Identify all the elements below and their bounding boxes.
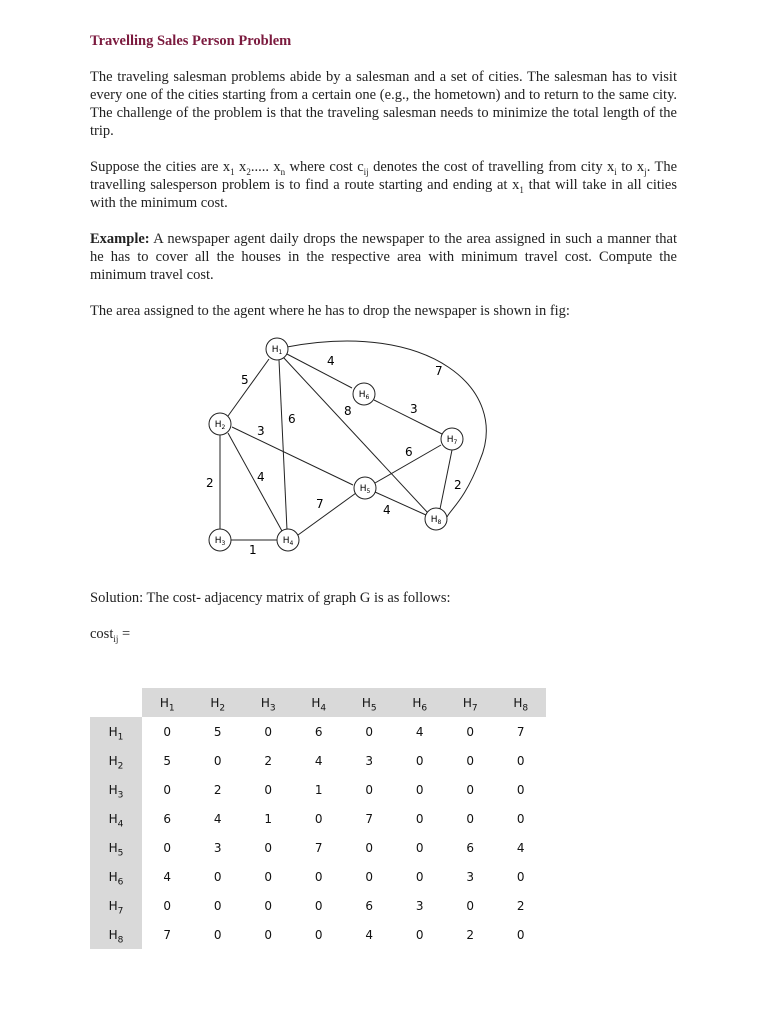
edge-h2-h4 — [228, 433, 282, 531]
matrix-cell: 0 — [466, 753, 475, 768]
matrix-cell: 0 — [466, 898, 475, 913]
matrix-cell: 0 — [415, 782, 424, 797]
matrix-cell: 0 — [516, 927, 525, 942]
intro-paragraph: The traveling salesman problems abide by a salesman and a set of cities. The salesman has to visit every one of the cities starting from a certain one (e.g., the hometown) and to return to the same city. The challenge of the problem is that the traveling salesman needs to minimize the total length of the trip. — [90, 69, 677, 139]
matrix-cell: 3 — [466, 869, 475, 884]
example-label: Example: — [90, 231, 150, 247]
col-header-h6: $H_6$ — [395, 688, 446, 717]
edge-h1-h4 — [279, 360, 287, 530]
matrix-cell: 4 — [163, 869, 172, 884]
matrix-cell: 4 — [314, 753, 323, 768]
matrix-cell: 6 — [163, 811, 172, 826]
node-h8 — [425, 508, 447, 530]
matrix-cell: 4 — [213, 811, 222, 826]
node-h5 — [354, 477, 376, 499]
table-row — [90, 920, 546, 949]
matrix-cell: 0 — [415, 927, 424, 942]
matrix-cell: 5 — [213, 724, 222, 739]
matrix-cell: 0 — [314, 898, 323, 913]
matrix-cell: 0 — [264, 782, 273, 797]
matrix-corner — [90, 688, 142, 717]
edge-label-h3-h4: 1 — [249, 543, 257, 557]
row-header-h5: $H_5$ — [90, 833, 142, 862]
area-graph-figure — [190, 330, 500, 565]
matrix-cell: 0 — [365, 782, 374, 797]
svg-text:H3: $H_3$ — [214, 536, 226, 547]
matrix-cell: 0 — [213, 753, 222, 768]
matrix-cell: 0 — [365, 724, 374, 739]
matrix-cell: 0 — [516, 869, 525, 884]
matrix-cell: 0 — [264, 898, 273, 913]
matrix-cell: 3 — [365, 753, 374, 768]
edge-label-h2-h4: 4 — [257, 470, 265, 484]
matrix-cell: 0 — [466, 724, 475, 739]
cost-label: cost$_{ij}$ = — [90, 626, 131, 644]
edge-label-h5-h7: 6 — [405, 445, 413, 459]
row-header-h6: $H_6$ — [90, 862, 142, 891]
matrix-cell: 0 — [365, 869, 374, 884]
col-header-h7: $H_7$ — [445, 688, 496, 717]
matrix-cell: 0 — [213, 898, 222, 913]
matrix-cell: 1 — [264, 811, 273, 826]
node-h6 — [353, 383, 375, 405]
node-h7 — [441, 428, 463, 450]
matrix-cell: 0 — [415, 840, 424, 855]
edge-h1-h2 — [228, 359, 269, 416]
node-h1 — [266, 338, 288, 360]
matrix-cell: 2 — [264, 753, 273, 768]
svg-text:H2: $H_2$ — [214, 420, 226, 431]
matrix-cell: 6 — [466, 840, 475, 855]
svg-text:H4: $H_4$ — [282, 536, 294, 547]
matrix-cell: 7 — [163, 927, 172, 942]
matrix-cell: 4 — [365, 927, 374, 942]
page-title: Travelling Sales Person Problem — [90, 33, 292, 49]
table-row — [90, 804, 546, 833]
matrix-cell: 7 — [516, 724, 525, 739]
svg-text:H8: $H_8$ — [430, 515, 442, 526]
matrix-cell: 1 — [314, 782, 323, 797]
matrix-cell: 0 — [163, 898, 172, 913]
edge-label-h1-h8: 8 — [344, 404, 352, 418]
edge-label-h1-h8-curve: 7 — [435, 364, 443, 378]
matrix-cell: 0 — [213, 927, 222, 942]
edge-label-h7-h8: 2 — [454, 478, 462, 492]
matrix-cell: 0 — [213, 869, 222, 884]
matrix-cell: 0 — [516, 782, 525, 797]
matrix-cell: 0 — [163, 724, 172, 739]
matrix-cell: 6 — [365, 898, 374, 913]
svg-text:H1: $H_1$ — [271, 345, 283, 356]
edge-label-h2-h3: 2 — [206, 476, 214, 490]
matrix-cell: 3 — [213, 840, 222, 855]
matrix-cell: 0 — [516, 811, 525, 826]
figure-intro-paragraph: The area assigned to the agent where he has to drop the newspaper is shown in fig: — [90, 303, 570, 319]
matrix-cell: 0 — [466, 782, 475, 797]
node-h3 — [209, 529, 231, 551]
table-row — [90, 717, 546, 746]
matrix-cell: 0 — [415, 869, 424, 884]
edge-h6-h7 — [374, 400, 442, 434]
node-h2 — [209, 413, 231, 435]
edge-label-h1-h2: 5 — [241, 373, 249, 387]
row-header-h4: $H_4$ — [90, 804, 142, 833]
col-header-h5: $H_5$ — [344, 688, 395, 717]
matrix-cell: 0 — [314, 869, 323, 884]
matrix-cell: 0 — [415, 753, 424, 768]
edge-h7-h8 — [440, 450, 452, 509]
cost-adjacency-matrix — [90, 688, 546, 949]
matrix-cell: 0 — [415, 811, 424, 826]
col-header-h3: $H_3$ — [243, 688, 294, 717]
table-row — [90, 862, 546, 891]
edge-label-h1-h4: 6 — [288, 412, 296, 426]
matrix-cell: 0 — [516, 753, 525, 768]
definition-paragraph: Suppose the cities are $x_1$ $x_2$..... $x_n$ where cost $c_{ij}$ denotes the cost of travelling from city $x_i$ to $x_j$. The travelling salesperson problem is to find a route starting and ending at $x_1$ that will take in all cities with the minimum cost. — [90, 159, 678, 211]
row-header-h2: $H_2$ — [90, 746, 142, 775]
matrix-cell: 0 — [163, 840, 172, 855]
row-header-h7: $H_7$ — [90, 891, 142, 920]
example-paragraph: Example: A newspaper agent daily drops the newspaper to the area assigned in such a manner that he has to cover all the houses in the respective area with minimum travel cost. Compute the minimum travel cost. — [90, 231, 677, 283]
matrix-header-row — [90, 688, 546, 717]
row-header-h1: $H_1$ — [90, 717, 142, 746]
matrix-cell: 0 — [264, 724, 273, 739]
node-h4 — [277, 529, 299, 551]
edge-label-h2-h5: 3 — [257, 424, 265, 438]
col-header-h2: $H_2$ — [193, 688, 244, 717]
svg-text:H7: $H_7$ — [446, 435, 458, 446]
table-row — [90, 775, 546, 804]
matrix-cell: 2 — [466, 927, 475, 942]
matrix-cell: 0 — [314, 927, 323, 942]
edge-h4-h5 — [298, 493, 356, 535]
matrix-cell: 2 — [213, 782, 222, 797]
solution-paragraph: Solution: The cost- adjacency matrix of graph G is as follows: — [90, 590, 451, 606]
row-header-h3: $H_3$ — [90, 775, 142, 804]
matrix-cell: 7 — [314, 840, 323, 855]
edge-label-h6-h7: 3 — [410, 402, 418, 416]
edge-h2-h5 — [232, 427, 353, 485]
svg-text:H5: $H_5$ — [359, 484, 371, 495]
svg-text:H6: $H_6$ — [358, 390, 370, 401]
matrix-cell: 2 — [516, 898, 525, 913]
matrix-cell: 5 — [163, 753, 172, 768]
table-row — [90, 891, 546, 920]
matrix-cell: 0 — [314, 811, 323, 826]
matrix-cell: 6 — [314, 724, 323, 739]
matrix-cell: 4 — [516, 840, 525, 855]
matrix-cell: 0 — [264, 927, 273, 942]
edge-label-h4-h5: 7 — [316, 497, 324, 511]
table-row — [90, 746, 546, 775]
row-header-h8: $H_8$ — [90, 920, 142, 949]
matrix-cell: 0 — [264, 840, 273, 855]
matrix-cell: 0 — [163, 782, 172, 797]
matrix-cell: 7 — [365, 811, 374, 826]
matrix-cell: 3 — [415, 898, 424, 913]
edge-label-h1-h6: 4 — [327, 354, 335, 368]
col-header-h4: $H_4$ — [294, 688, 345, 717]
col-header-h1: $H_1$ — [142, 688, 193, 717]
matrix-cell: 0 — [365, 840, 374, 855]
matrix-cell: 0 — [466, 811, 475, 826]
edge-label-h5-h8: 4 — [383, 503, 391, 517]
table-row — [90, 833, 546, 862]
matrix-cell: 0 — [264, 869, 273, 884]
matrix-cell: 4 — [415, 724, 424, 739]
col-header-h8: $H_8$ — [496, 688, 547, 717]
